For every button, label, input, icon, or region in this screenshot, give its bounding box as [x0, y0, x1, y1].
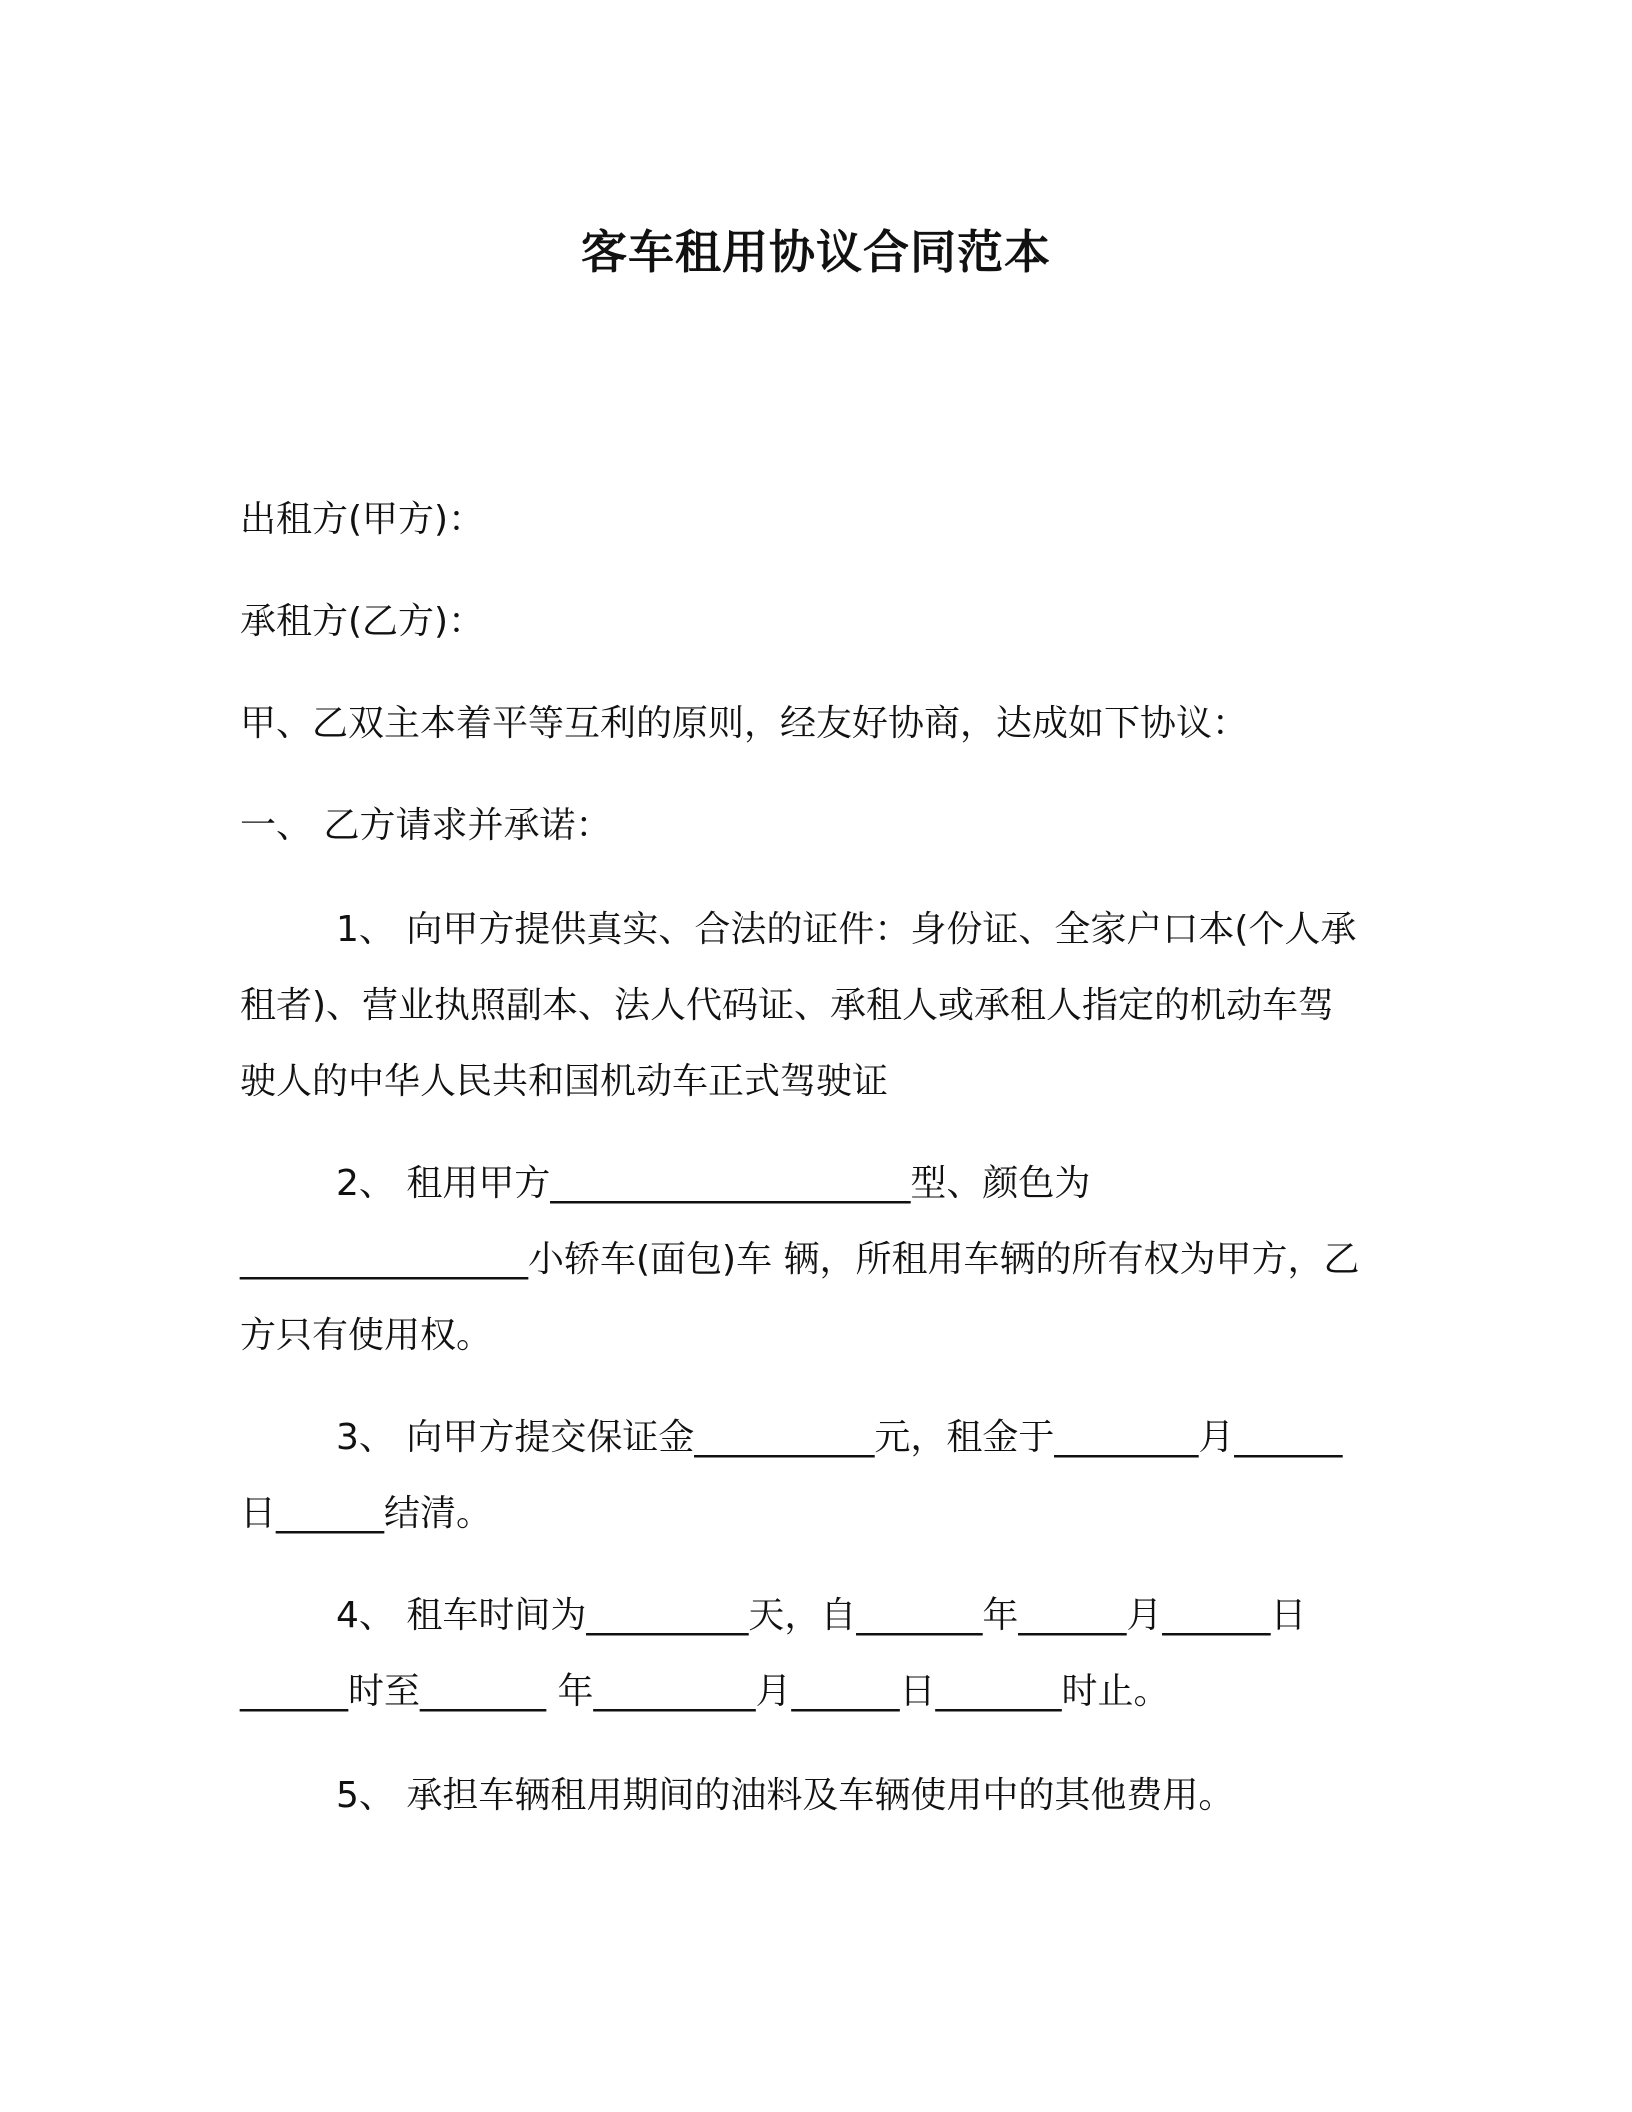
clause-2-line-3: 方只有使用权。	[240, 1315, 493, 1356]
clause-3	[240, 1400, 1390, 1552]
clause-1-line-1: 1、 向甲方提供真实、合法的证件：身份证、全家户口本(个人承	[336, 909, 1357, 950]
clause-5	[240, 1758, 1390, 1834]
preamble-paragraph: 甲、乙双主本着平等互利的原则，经友好协商，达成如下协议：	[240, 703, 1249, 744]
clause-2	[240, 1146, 1390, 1374]
clause-1	[240, 892, 1390, 1120]
clause-4-line-1: 4、 租车时间为_________天，自_______年______月______日	[336, 1595, 1307, 1636]
section-1-heading: 一、 乙方请求并承诺：	[240, 805, 612, 846]
document-title: 客车租用协议合同范本	[581, 225, 1051, 279]
lessor-line: 出租方(甲方)：	[240, 499, 485, 540]
clause-4	[240, 1578, 1390, 1730]
lessee-line: 承租方(乙方)：	[240, 601, 485, 642]
clause-2-line-2: ________________小轿车(面包)车 辆，所租用车辆的所有权为甲方，乙	[240, 1239, 1360, 1280]
clause-3-line-1: 3、 向甲方提交保证金__________元，租金于________月______	[336, 1417, 1343, 1458]
clause-1-line-2: 租者)、营业执照副本、法人代码证、承租人或承租人指定的机动车驾	[240, 985, 1335, 1026]
clause-3-line-2: 日______结清。	[240, 1493, 493, 1534]
clause-4-line-2: ______时至_______ 年_________月______日_______时止。	[240, 1671, 1170, 1712]
clause-5-line-1: 5、 承担车辆租用期间的油料及车辆使用中的其他费用。	[336, 1775, 1235, 1816]
clause-1-line-3: 驶人的中华人民共和国机动车正式驾驶证	[240, 1061, 889, 1102]
clause-2-line-1: 2、 租用甲方____________________型、颜色为	[336, 1163, 1091, 1204]
